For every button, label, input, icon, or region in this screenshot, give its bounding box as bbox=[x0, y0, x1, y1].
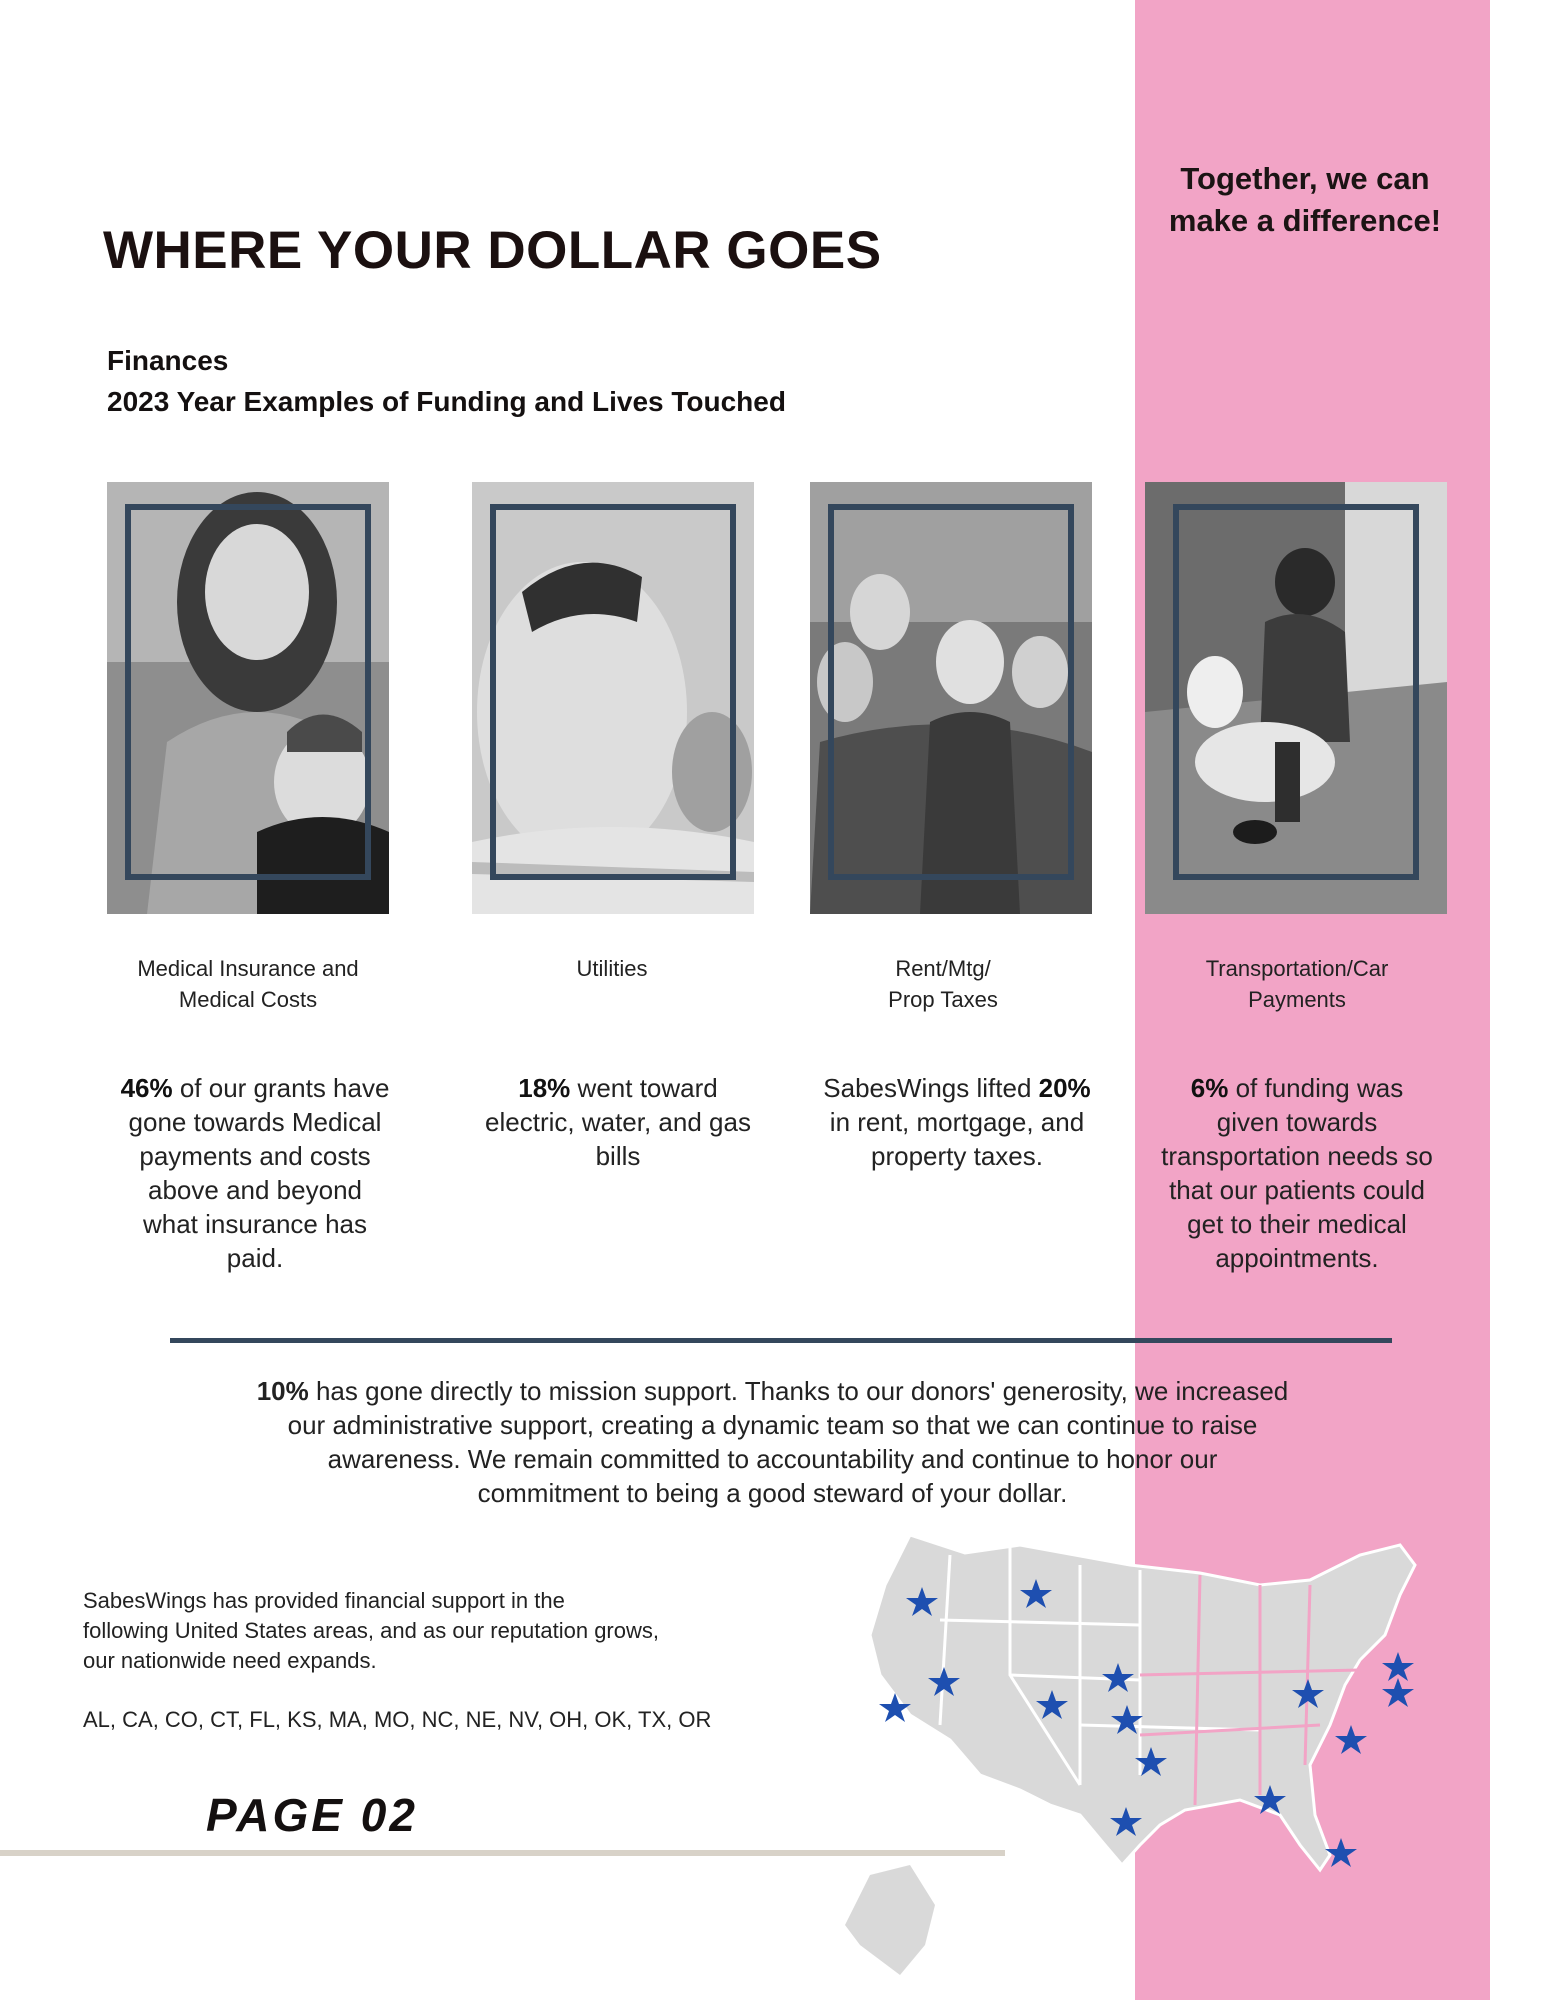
states-list: AL, CA, CO, CT, FL, KS, MA, MO, NC, NE, NV, OH, OK, TX, OR bbox=[83, 1707, 712, 1732]
section-subheading: 2023 Year Examples of Funding and Lives Touched bbox=[107, 386, 786, 417]
photo-medical bbox=[107, 482, 389, 914]
divider-line bbox=[170, 1338, 1392, 1343]
percent-value: 18% bbox=[518, 1073, 571, 1103]
category-label-utilities: Utilities bbox=[576, 956, 648, 981]
page-number: PAGE 02 bbox=[206, 1789, 418, 1841]
photo-utilities bbox=[472, 482, 754, 914]
photo-frame bbox=[125, 504, 371, 880]
states-intro: SabesWings has provided financial support in the following United States areas, and as our reputation grows, our nationwide need expands. bbox=[83, 1588, 659, 1673]
footer-rule bbox=[0, 1850, 1005, 1856]
us-map bbox=[840, 1525, 1440, 1995]
section-heading: Finances bbox=[107, 345, 229, 376]
description-medical: 46% of our grants have gone towards Medical payments and costs above and beyond what insurance has paid. bbox=[120, 1073, 390, 1273]
star-icon bbox=[1335, 1725, 1367, 1754]
percent-value: 10% bbox=[256, 1376, 309, 1406]
category-label-transportation: Transportation/Car Payments bbox=[1205, 956, 1389, 1012]
photo-frame bbox=[828, 504, 1074, 880]
photo-transportation bbox=[1145, 482, 1447, 914]
star-icon bbox=[1382, 1678, 1414, 1707]
percent-value: 20% bbox=[1038, 1073, 1091, 1103]
description-rent: SabesWings lifted 20% in rent, mortgage, and property taxes. bbox=[823, 1073, 1091, 1171]
alaska-shape bbox=[845, 1865, 935, 1975]
category-label-rent: Rent/Mtg/ Prop Taxes bbox=[888, 956, 998, 1012]
description-transportation: 6% of funding was given towards transportation needs so that our patients could get to their medical appointments. bbox=[1161, 1073, 1433, 1273]
category-label-medical: Medical Insurance and Medical Costs bbox=[137, 956, 359, 1012]
star-icon bbox=[1382, 1652, 1414, 1681]
photo-frame bbox=[490, 504, 736, 880]
photo-rent bbox=[810, 482, 1092, 914]
page-title: WHERE YOUR DOLLAR GOES bbox=[103, 221, 882, 280]
us-map-shape bbox=[870, 1535, 1415, 1870]
tagline: Together, we can make a difference! bbox=[1168, 161, 1442, 238]
description-utilities: 18% went toward electric, water, and gas bills bbox=[485, 1073, 751, 1171]
mission-support-paragraph: 10% has gone directly to mission support. Thanks to our donors' generosity, we increased our administrative support, creating a dynamic team so that we can continue to raise awareness. We remain committed to accountability and continue to honor our commitment to being a good steward of your dollar. bbox=[256, 1376, 1289, 1508]
percent-value: 46% bbox=[120, 1073, 173, 1103]
photo-frame bbox=[1173, 504, 1419, 880]
percent-value: 6% bbox=[1190, 1073, 1229, 1103]
